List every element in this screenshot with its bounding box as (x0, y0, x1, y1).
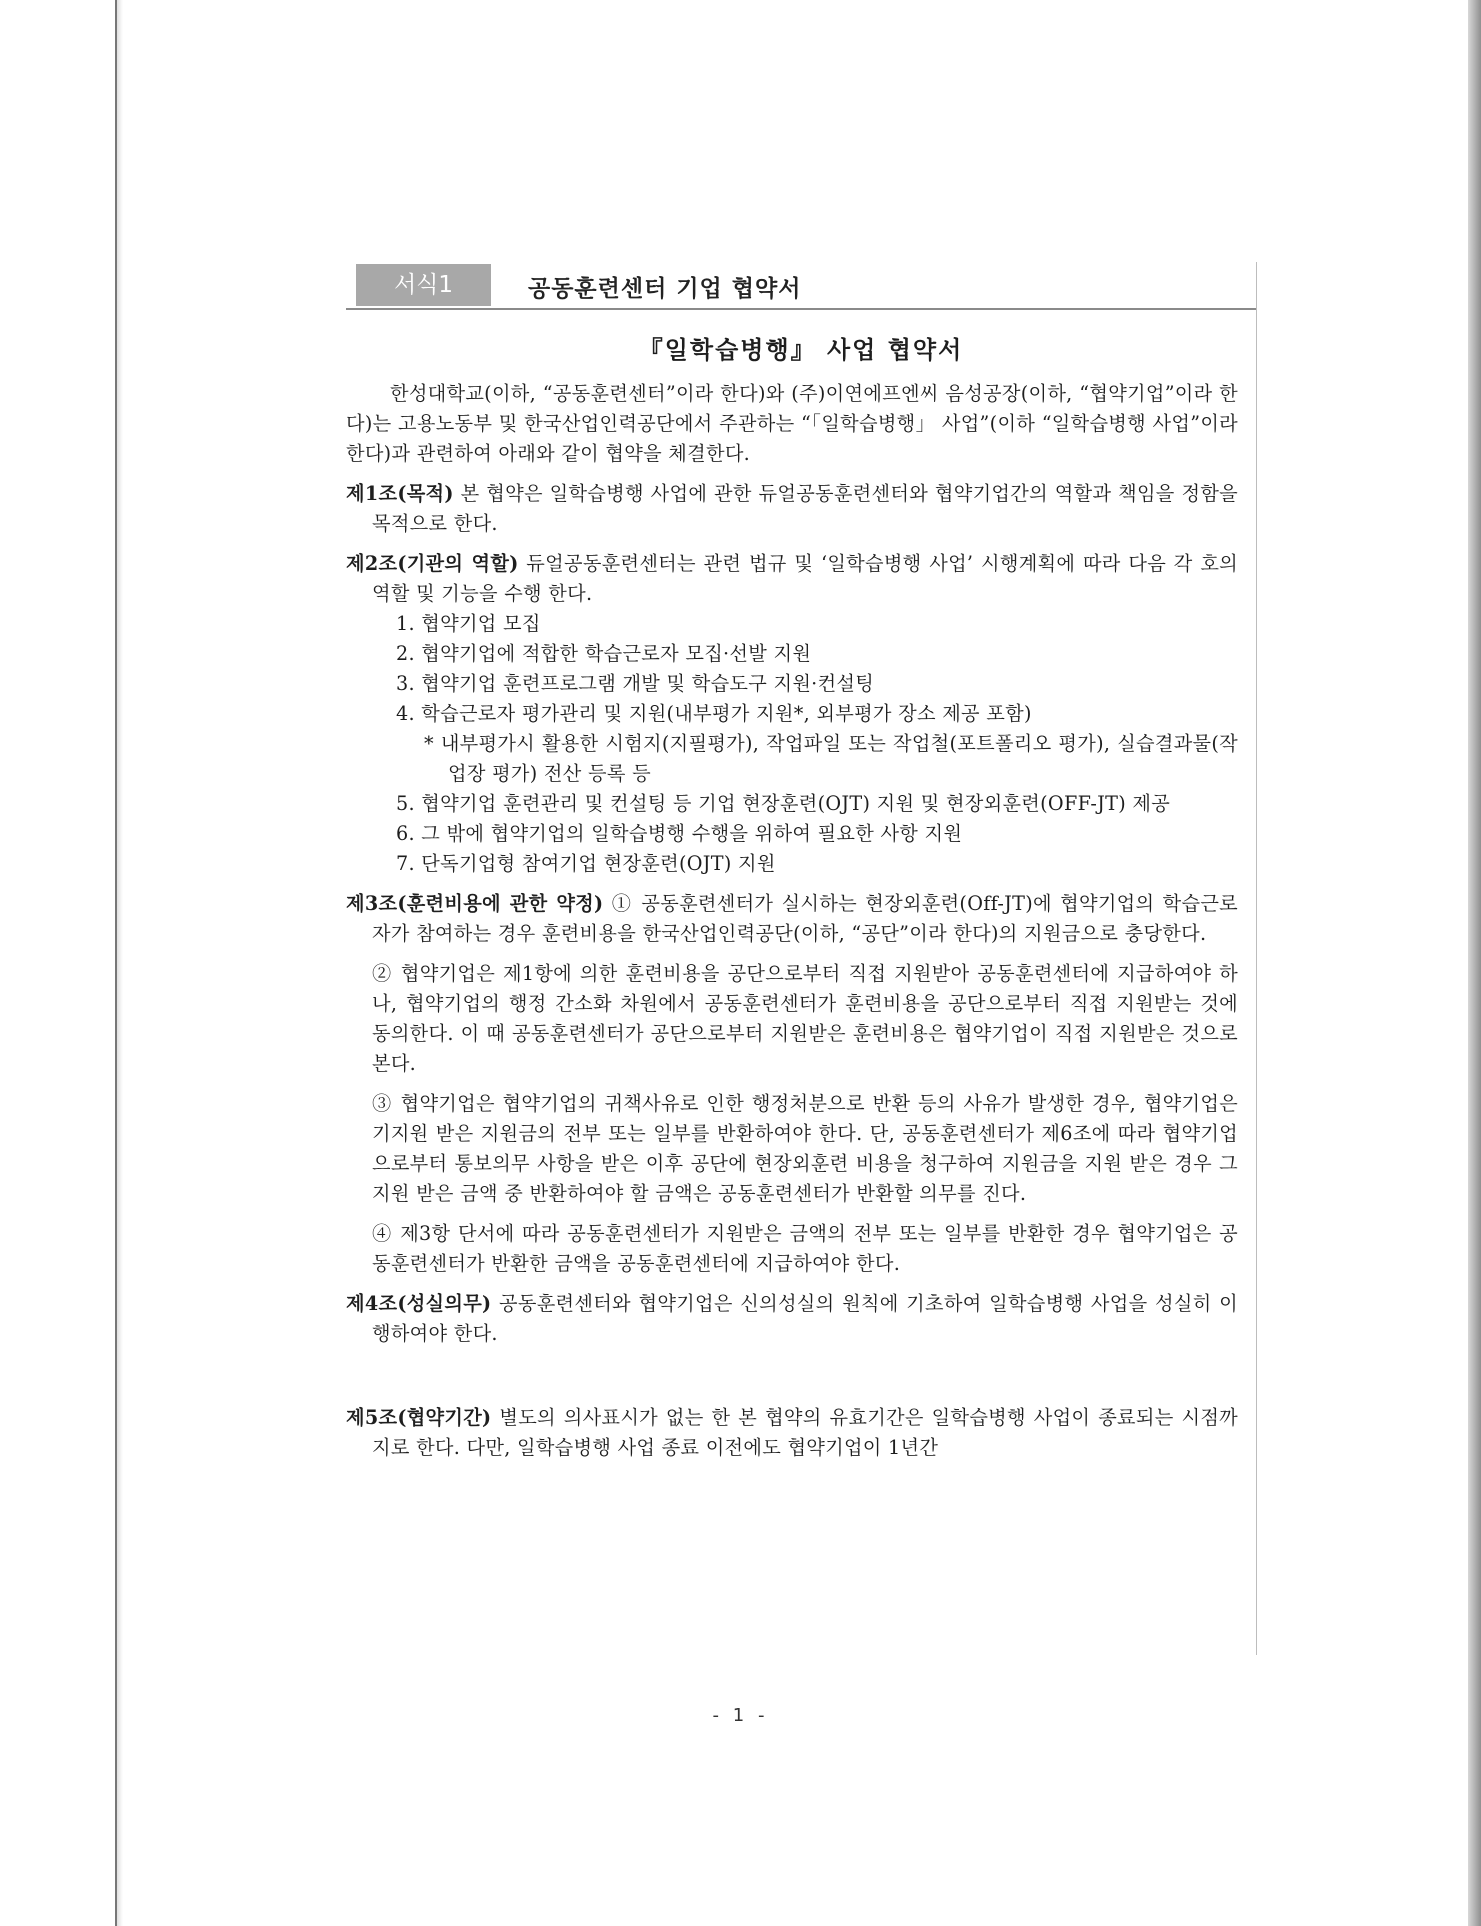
article-text: 별도의 의사표시가 없는 한 본 협약의 유효기간은 일학습병행 사업이 종료되는 시점까지로 한다. 다만, 일학습병행 사업 종료 이전에도 협약기업이 1년간 (372, 1406, 1238, 1459)
preamble: 한성대학교(이하, “공동훈련센터”이라 한다)와 (주)이연에프엔씨 음성공장(이하, “협약기업”이라 한다)는 고용노동부 및 한국산업인력공단에서 주관하는 “「일학습병행」 사업”(이하 “일학습병행 사업”이라 한다)과 관련하여 아래와 같이 협약을 체결한다. (346, 382, 1238, 465)
list-item: 4. 학습근로자 평가관리 및 지원(내부평가 지원*, 외부평가 장소 제공 포함) (396, 702, 1032, 725)
form-badge: 서식1 (356, 264, 491, 306)
article-text: 듀얼공동훈련센터는 관련 법규 및 ‘일학습병행 사업’ 시행계획에 따라 다음 각 호의 역할 및 기능을 수행 한다. (372, 552, 1239, 605)
list-item: 2. 협약기업에 적합한 학습근로자 모집·선발 지원 (396, 642, 812, 665)
article-text: ① 공동훈련센터가 실시하는 현장외훈련(Off-JT)에 협약기업의 학습근로자가 참여하는 경우 훈련비용을 한국산업인력공단(이하, “공단”이라 한다)의 지원금으로 충당한다. (372, 892, 1238, 945)
article-1 (346, 479, 1256, 539)
article-text: 본 협약은 일학습병행 사업에 관한 듀얼공동훈련센터와 협약기업간의 역할과 책임을 정함을 목적으로 한다. (372, 482, 1238, 535)
page-number: - 1 - (712, 1705, 769, 1726)
list-item: 3. 협약기업 훈련프로그램 개발 및 학습도구 지원·컨설팅 (396, 672, 875, 695)
list-item: 5. 협약기업 훈련관리 및 컨설팅 등 기업 현장훈련(OJT) 지원 및 현장외훈련(OFF-JT) 제공 (396, 792, 1171, 815)
list-item: 1. 협약기업 모집 (396, 612, 541, 635)
article-3-paragraph: ④ 제3항 단서에 따라 공동훈련센터가 지원받은 금액의 전부 또는 일부를 반환한 경우 협약기업은 공동훈련센터가 반환한 금액을 공동훈련센터에 지급하여야 한다. (372, 1222, 1238, 1275)
article-heading: 제4조(성실의무) (346, 1292, 492, 1315)
article-heading: 제1조(목적) (346, 482, 454, 505)
article-3 (346, 889, 1256, 949)
article-2 (346, 549, 1256, 609)
article-heading: 제2조(기관의 역할) (346, 552, 519, 575)
article-heading: 제3조(훈련비용에 관한 약정) (346, 892, 604, 915)
document-page (346, 262, 1257, 1655)
article-3-paragraph: ② 협약기업은 제1항에 의한 훈련비용을 공단으로부터 직접 지원받아 공동훈련센터에 지급하여야 하나, 협약기업의 행정 간소화 차원에서 공동훈련센터가 훈련비용을 공단으로부터 직접 지원받는 것에 동의한다. 이 때 공동훈련센터가 공단으로부터 지원받은 훈련비용은 협약기업이 직접 지원받은 것으로 본다. (372, 962, 1238, 1075)
form-header (346, 262, 1256, 310)
article-4 (346, 1289, 1256, 1349)
form-title: 공동훈련센터 기업 협약서 (528, 276, 802, 302)
article-2-items (346, 609, 1256, 879)
item-list (368, 609, 1238, 879)
article-3-paragraph: ③ 협약기업은 협약기업의 귀책사유로 인한 행정처분으로 반환 등의 사유가 발생한 경우, 협약기업은 기지원 받은 지원금의 전부 또는 일부를 반환하여야 한다. 단, 공동훈련센터가 제6조에 따라 협약기업으로부터 통보의무 사항을 받은 이후 공단에 현장외훈련 비용을 청구하여 지원금을 지원 받은 경우 그 지원 받은 금액 중 반환하여야 할 금액은 공동훈련센터가 반환할 의무를 진다. (372, 1092, 1238, 1205)
article-text: 공동훈련센터와 협약기업은 신의성실의 원칙에 기초하여 일학습병행 사업을 성실히 이행하여야 한다. (372, 1292, 1238, 1345)
list-item-note: * 내부평가시 활용한 시험지(지필평가), 작업파일 또는 작업철(포트폴리오 평가), 실습결과물(작업장 평가) 전산 등록 등 (424, 732, 1238, 785)
list-item: 6. 그 밖에 협약기업의 일학습병행 수행을 위하여 필요한 사항 지원 (396, 822, 963, 845)
spacer (346, 1349, 1256, 1393)
document-title: 『일학습병행』 사업 협약서 (638, 335, 964, 364)
page-edge-shadow (117, 0, 123, 1926)
page-edge-right (1468, 0, 1481, 1926)
article-heading: 제5조(협약기간) (346, 1406, 492, 1429)
list-item: 7. 단독기업형 참여기업 현장훈련(OJT) 지원 (396, 852, 776, 875)
article-5 (346, 1403, 1256, 1463)
